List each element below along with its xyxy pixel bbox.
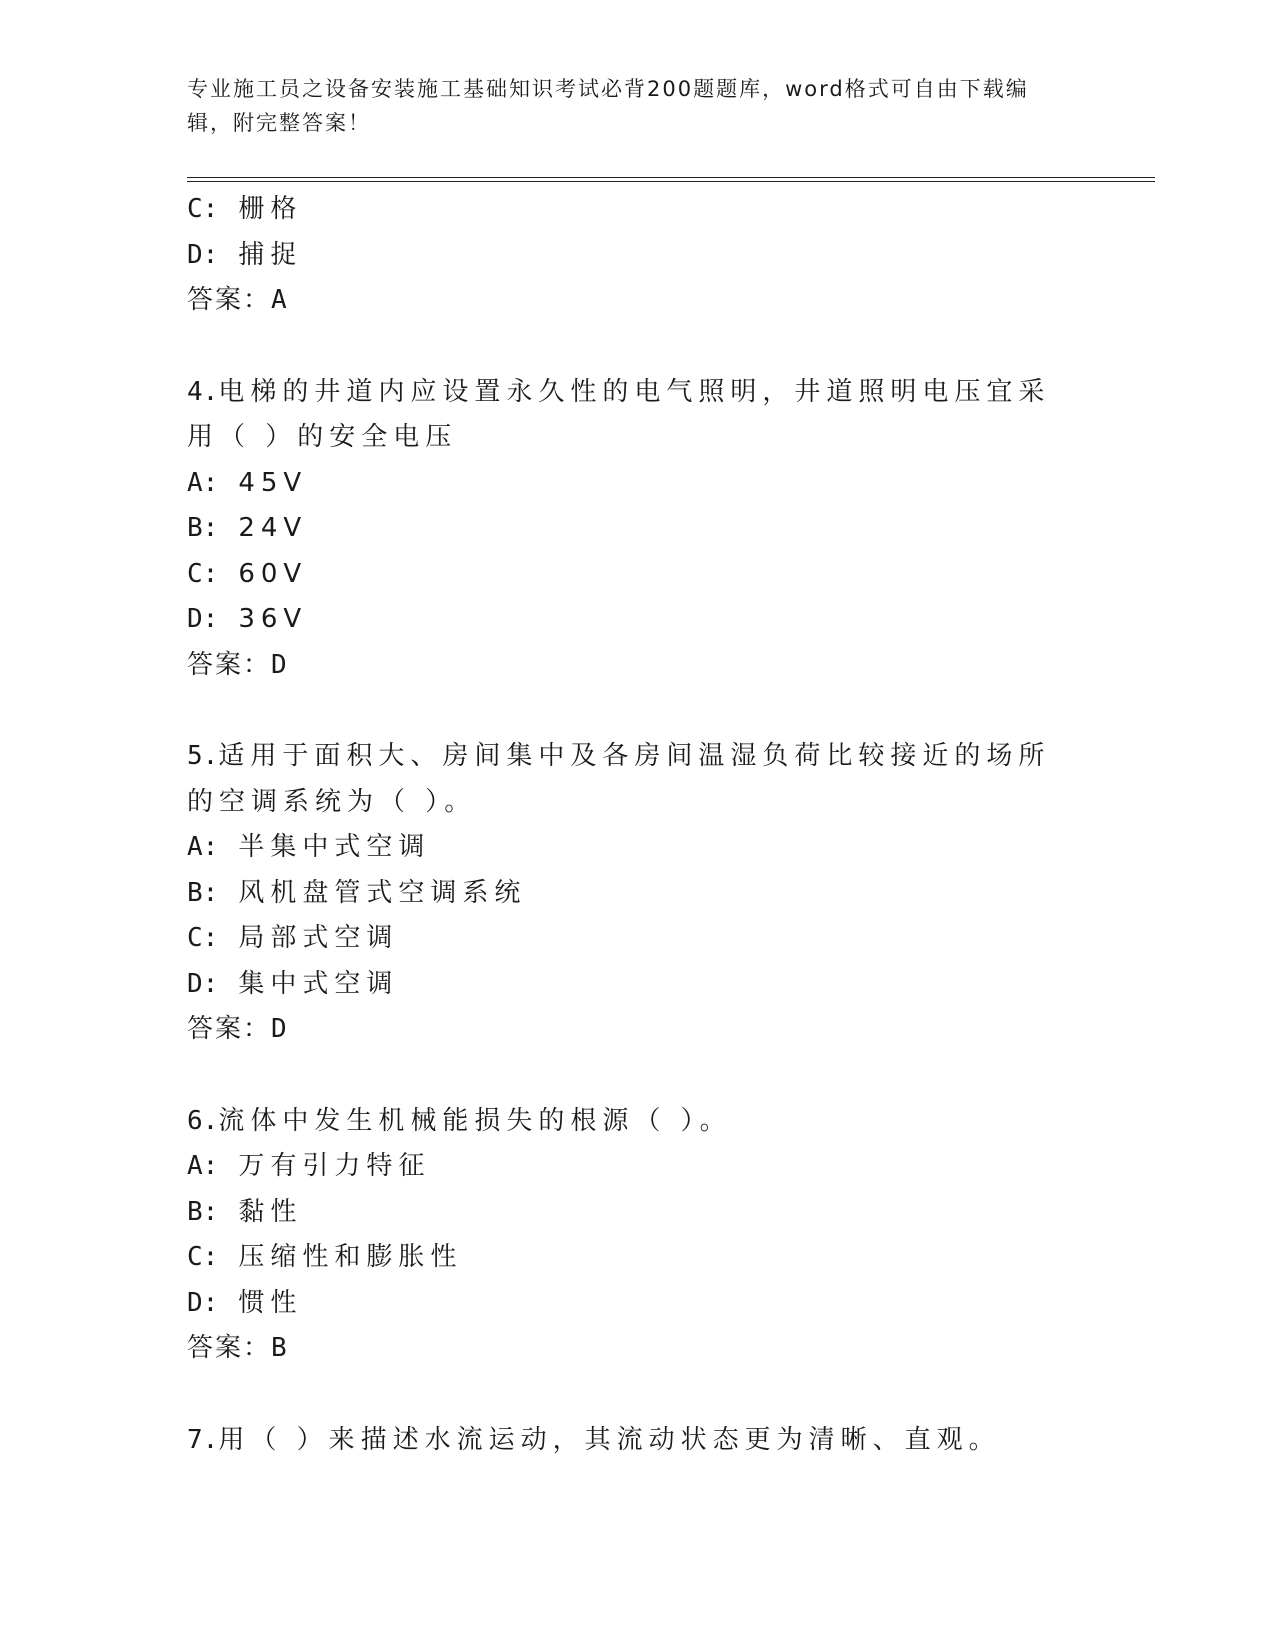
answer-label: 答案： [187,649,272,680]
option-text: 集中式空调 [238,968,399,999]
question-body: 用（ ）来描述水流运动，其流动状态更为清晰、直观。 [218,1424,1001,1455]
option-row [187,871,1067,917]
option-text: 万有引力特征 [238,1151,431,1181]
option-row [187,187,1067,233]
option-row [187,825,1067,871]
option-text: 黏性 [238,1196,303,1227]
question-5 [187,734,1067,1053]
option-row [187,1190,1067,1236]
option-key: B: [187,513,219,543]
option-text: 24V [238,513,308,543]
option-row [187,916,1067,962]
question-4 [187,370,1067,689]
option-key: D: [187,604,219,634]
option-text: 惯性 [238,1287,303,1318]
answer-value: D [271,1014,287,1044]
question-number: 4. [187,376,219,407]
option-row [187,597,1067,643]
option-text: 栅格 [238,194,303,224]
option-key: D: [187,239,219,270]
option-row [187,1144,1067,1190]
option-row [187,1235,1067,1281]
question-number: 5. [187,741,219,771]
question-text [187,1099,1067,1145]
question-number: 7. [187,1424,219,1455]
option-key: A: [187,467,219,498]
option-key: C: [187,923,219,953]
question-text [187,370,1067,461]
question-content [187,187,1067,1463]
question-text [187,734,1067,825]
option-row [187,506,1067,552]
answer-value: D [271,649,287,680]
option-key: C: [187,194,219,224]
question-body: 适用于面积大、房间集中及各房间温湿负荷比较接近的场所的空调系统为（ ）。 [187,741,1051,817]
header-divider-top [187,177,1155,178]
answer-label: 答案： [187,285,272,315]
option-text: 局部式空调 [238,923,399,953]
option-key: B: [187,877,219,908]
answer-row [187,1007,1067,1053]
answer-value: B [271,1333,287,1363]
option-text: 60V [238,558,308,589]
question-3-continued [187,187,1067,324]
option-row [187,962,1067,1008]
option-key: B: [187,1196,219,1227]
answer-row [187,1326,1067,1372]
answer-label: 答案： [187,1333,272,1363]
question-7 [187,1418,1067,1464]
option-row [187,461,1067,507]
option-key: A: [187,832,219,862]
option-text: 压缩性和膨胀性 [238,1242,463,1272]
option-row [187,233,1067,279]
question-text [187,1418,1067,1464]
option-text: 45V [238,467,308,498]
option-text: 36V [238,604,308,634]
option-key: A: [187,1151,219,1181]
question-body: 流体中发生机械能损失的根源（ ）。 [218,1105,732,1136]
option-key: C: [187,558,219,589]
document-title: 专业施工员之设备安装施工基础知识考试必背200题题库，word格式可自由下载编辑，附完整答案！ [187,77,1029,135]
option-key: C: [187,1242,219,1272]
option-text: 捕捉 [238,239,303,270]
question-number: 6. [187,1105,219,1136]
document-header [187,72,1067,140]
question-6 [187,1099,1067,1372]
option-text: 风机盘管式空调系统 [238,877,527,908]
answer-label: 答案： [187,1014,272,1044]
option-row [187,552,1067,598]
option-key: D: [187,1287,219,1318]
option-text: 半集中式空调 [238,832,431,862]
answer-row [187,278,1067,324]
answer-value: A [271,285,287,315]
answer-row [187,643,1067,689]
option-row [187,1281,1067,1327]
header-divider-bottom [187,181,1155,182]
option-key: D: [187,968,219,999]
question-body: 电梯的井道内应设置永久性的电气照明，井道照明电压宜采用（ ）的安全电压 [187,376,1051,452]
